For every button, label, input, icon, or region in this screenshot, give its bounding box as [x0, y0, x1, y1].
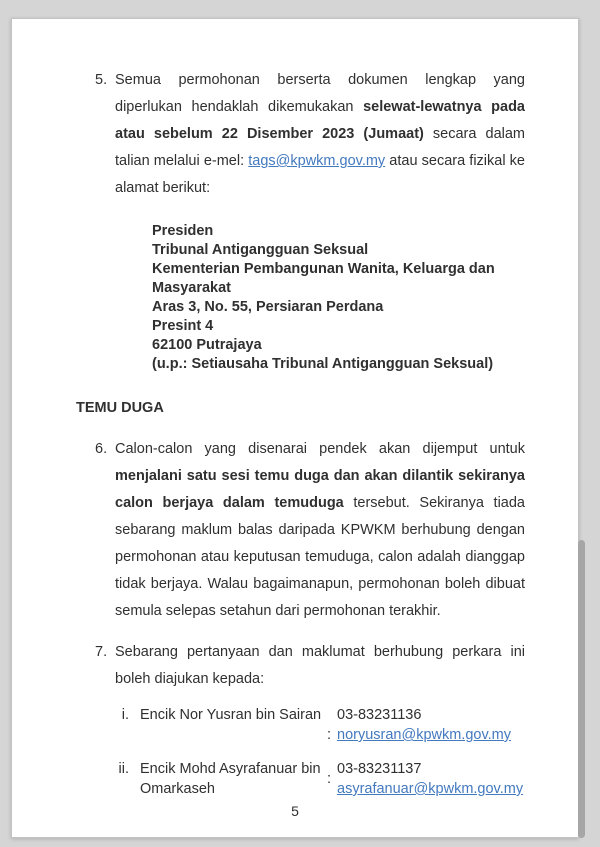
- body-text: tersebut. Sekiranya tiada sebarang maklum balas daripada KPWKM berhubung dengan permohonan atau keputusan temuduga, calon adalah dianggap tidak berjaya. Walau bagaimanapun, permohonan boleh dibuat semula selepas setahun dari permohonan terakhir.: [115, 495, 525, 619]
- contact-row: [115, 759, 578, 799]
- body-text: Calon-calon yang disenarai pendek akan dijemput untuk: [115, 441, 525, 457]
- page-number: 5: [291, 803, 299, 819]
- paragraph-text: [115, 436, 525, 625]
- contact-numeral: ii.: [118, 761, 129, 777]
- email-link[interactable]: noryusran@kpwkm.gov.my: [337, 727, 511, 743]
- address-line: Presint 4: [152, 318, 214, 334]
- address-line: 62100 Putrajaya: [152, 337, 262, 353]
- list-marker: 6.: [95, 441, 108, 457]
- contact-separator: :: [327, 727, 332, 743]
- contact-phone: 03-83231137: [337, 761, 422, 777]
- email-link[interactable]: asyrafanuar@kpwkm.gov.my: [337, 781, 524, 797]
- paragraph-item-5: [95, 67, 525, 202]
- address-line: (u.p.: Setiausaha Tribunal Antigangguan Seksual): [152, 356, 494, 372]
- paragraph-text: [115, 639, 525, 693]
- contact-name: Encik Mohd Asyrafanuar bin Omarkaseh: [140, 761, 321, 797]
- contact-name: Encik Nor Yusran bin Sairan: [140, 707, 322, 723]
- contact-numeral: i.: [121, 707, 129, 723]
- body-text: atau secara fizikal ke alamat berikut:: [115, 153, 525, 196]
- address-line: Aras 3, No. 55, Persiaran Perdana: [152, 299, 384, 315]
- contact-details: [337, 759, 523, 799]
- list-marker: 7.: [95, 644, 108, 660]
- list-marker: 5.: [95, 72, 108, 88]
- contact-separator: :: [327, 771, 332, 787]
- bold-text: menjalani satu sesi temu duga dan akan dilantik sekiranya calon berjaya dalam temuduga: [115, 468, 525, 511]
- paragraph-text: [115, 67, 525, 202]
- section-heading-temu-duga: TEMU DUGA: [76, 400, 164, 416]
- address-line: Presiden: [152, 223, 214, 239]
- address-line: Masyarakat: [152, 280, 231, 296]
- document-page: [11, 18, 579, 838]
- body-text: Semua permohonan berserta dokumen lengkap yang diperlukan hendaklah dikemukakan: [115, 72, 525, 115]
- contact-phone: 03-83231136: [337, 707, 422, 723]
- contact-list: [115, 705, 578, 799]
- body-text: Sebarang pertanyaan dan maklumat berhubung perkara ini boleh diajukan kepada:: [115, 644, 525, 687]
- document-content: [12, 19, 578, 799]
- scrollbar-thumb[interactable]: [578, 540, 585, 838]
- contact-row: [115, 705, 578, 745]
- address-line: Tribunal Antigangguan Seksual: [152, 242, 369, 258]
- paragraph-item-7: [95, 639, 525, 693]
- bold-text: selewat-lewatnya pada atau sebelum 22 Disember 2023 (Jumaat): [115, 99, 525, 142]
- mailing-address: [152, 222, 578, 374]
- body-text: secara dalam talian melalui e-mel:: [115, 126, 525, 169]
- contact-details: [337, 705, 511, 745]
- address-line: Kementerian Pembangunan Wanita, Keluarga dan: [152, 261, 495, 277]
- email-link[interactable]: tags@kpwkm.gov.my: [248, 153, 386, 169]
- paragraph-item-6: [95, 436, 525, 625]
